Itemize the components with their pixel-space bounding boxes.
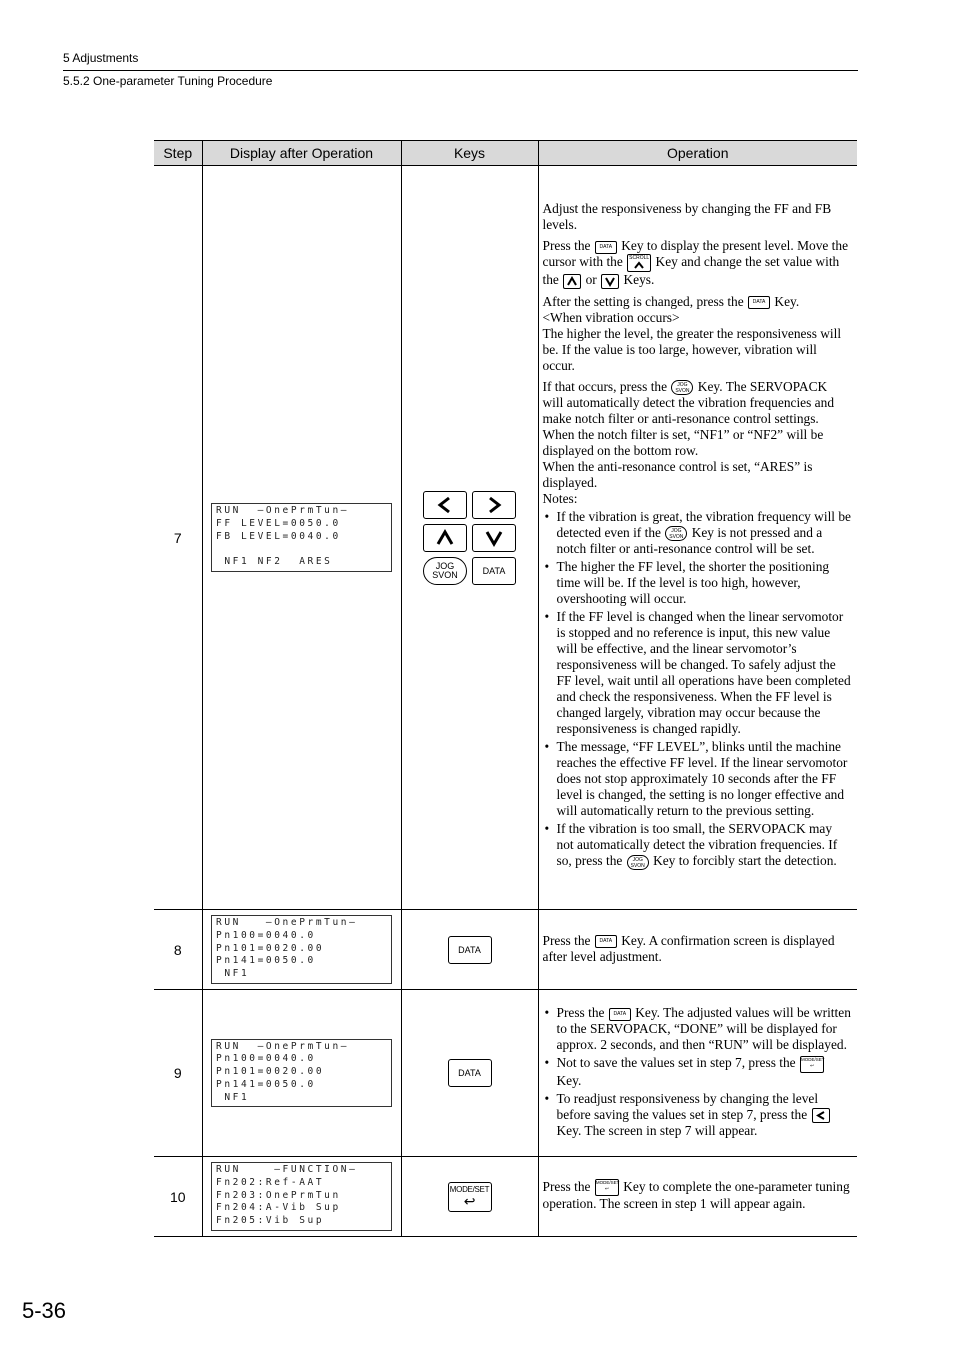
procedure-table: [154, 140, 857, 1237]
keys-cell: [401, 166, 538, 910]
step-number: 8: [154, 910, 202, 990]
col-display: Display after Operation: [202, 141, 401, 166]
lcd-display: RUN —OnePrmTun— FF LEVEL=0050.0 FB LEVEL=0040.0 NF1 NF2 ARES: [211, 503, 392, 572]
data-key-icon: DATA: [748, 296, 770, 309]
jog-svon-key-icon: JOG SVON: [665, 526, 687, 541]
data-key[interactable]: DATA: [448, 1059, 492, 1087]
scroll-key-icon: SCROLL: [627, 254, 651, 272]
jog-svon-key[interactable]: JOG SVON: [423, 557, 467, 585]
jog-svon-key-icon: JOG SVON: [627, 855, 649, 870]
list-item: • The higher the FF level, the shorter the positioning time will be. If the level is too high, however, overshooting will occur.: [543, 559, 852, 607]
section-header: 5.5.2 One-parameter Tuning Procedure: [63, 74, 273, 88]
table-row: [154, 166, 857, 910]
col-operation: Operation: [538, 141, 857, 166]
list-item: • The message, “FF LEVEL”, blinks until the machine reaches the effective FF level. If the linear servomotor does not stop approximately 10 seconds after the FF level is changed, the setting is no longer effective and will automatically return to the previous setting.: [543, 739, 852, 819]
data-key-icon: DATA: [595, 241, 617, 254]
keys-cell: [401, 990, 538, 1157]
jog-svon-key-icon: JOG SVON: [671, 380, 693, 395]
list-item: • To readjust responsiveness by changing the level before saving the values set in step 7, press the Key. The screen in step 7 will appear.: [543, 1091, 852, 1139]
table-row: [154, 990, 857, 1157]
display-cell: [202, 990, 401, 1157]
step-number: 10: [154, 1157, 202, 1237]
operation-cell: Press the DATA Key. A confirmation screen is displayed after level adjustment.: [538, 910, 857, 990]
list-item: • Press the DATA Key. The adjusted values will be written to the SERVOPACK, “DONE” will be displayed for approx. 2 seconds, and then “RUN” will be displayed.: [543, 1005, 852, 1053]
table-row: [154, 910, 857, 990]
data-key-icon: DATA: [609, 1008, 631, 1021]
header-rule: [63, 70, 858, 71]
keys-cell: [401, 1157, 538, 1237]
display-cell: [202, 910, 401, 990]
up-arrow-key[interactable]: [423, 524, 467, 552]
list-item: • If the vibration is too small, the SERVOPACK may not automatically detect the vibration frequencies. If so, press the JOG SVON Key to forcibly start the detection.: [543, 821, 852, 869]
data-key[interactable]: DATA: [472, 557, 516, 585]
right-arrow-key[interactable]: [472, 491, 516, 519]
down-arrow-key[interactable]: [472, 524, 516, 552]
operation-cell: [538, 990, 857, 1157]
left-arrow-key[interactable]: [423, 491, 467, 519]
lcd-display: RUN —FUNCTION— Fn202:Ref-AAT Fn203:OnePrmTun Fn204:A-Vib Sup Fn205:Vib Sup: [211, 1162, 392, 1231]
down-key-icon: [601, 274, 619, 289]
col-keys: Keys: [401, 141, 538, 166]
list-item: • If the vibration is great, the vibration frequency will be detected even if the JOG SVON Key is not pressed and a notch filter or anti-resonance control will be set.: [543, 509, 852, 557]
list-item: • Not to save the values set in step 7, press the MODE/SET ↩ Key.: [543, 1055, 852, 1088]
display-cell: [202, 166, 401, 910]
data-key-icon: DATA: [595, 935, 617, 948]
chapter-header: 5 Adjustments: [63, 51, 139, 65]
mode-set-key-icon: MODE/SET ↩: [595, 1179, 619, 1196]
operation-cell: Adjust the responsiveness by changing the FF and FB levels. Press the DATA Key to display the present level. Move the cursor with the SCROLL Key and change the set value with the or Keys. After the setting is changed, press the DATA Key. <When vibration occurs> The higher the level, the greater the responsiveness will be. If the value is too large, however, vibration will occur. If that occurs, press the JOG SVON Key. The SERVOPACK will automatically detect the vibration frequencies and make notch filter or anti-resonance control settings. When the notch filter is set, “NF1” or “NF2” will be displayed on the bottom row. When the anti-resonance control is set, “ARES” is displayed. Notes: • If the vibration is great, the vibration frequency will be detected even if the JOG SVON Key is not pressed and a notch filter or anti-resonance control will be set. • The higher the FF level, the shorter the positioning time will be. If the level is too high, however, overshooting will occur. • If the FF level is changed when the linear servomotor is stopped and no reference is input, this new value will be effective, and the linear servomotor’s responsiveness will be changed. To safely adjust the FF level, wait until all operations have been completed and check the responsiveness. When the FF level is changed largely, vibration may occur because the responsiveness is changed rapidly. • The message, “FF LEVEL”, blinks until the machine reaches the effective FF level. If the linear servomotor does not stop approximately 10 seconds after the FF level is changed, the setting is no longer effective and will automatically return to the previous setting. • If the vibration is too small, the SERVOPACK may not automatically detect the vibration frequencies. If so, press the JOG SVON Key to forcibly start the detection.: [538, 166, 857, 910]
col-step: Step: [154, 141, 202, 166]
display-cell: [202, 1157, 401, 1237]
lcd-display: RUN —OnePrmTun— Pn100=0040.0 Pn101=0020.00 Pn141=0050.0 NF1: [211, 1039, 392, 1108]
mode-set-key-icon: MODE/SET ↩: [800, 1056, 824, 1073]
instructions-list: [543, 1005, 852, 1139]
up-key-icon: [563, 274, 581, 289]
table-header-row: [154, 141, 857, 166]
step-number: 7: [154, 166, 202, 910]
mode-set-key[interactable]: MODE/SET ↩: [448, 1182, 492, 1212]
operation-cell: Press the MODE/SET ↩ Key to complete the one-parameter tuning operation. The screen in step 1 will appear again.: [538, 1157, 857, 1237]
step-number: 9: [154, 990, 202, 1157]
page-number: 5-36: [22, 1298, 67, 1323]
left-key-icon: [812, 1108, 830, 1123]
list-item: • If the FF level is changed when the linear servomotor is stopped and no reference is input, this new value will be effective, and the linear servomotor’s responsiveness will be changed. To safely adjust the FF level, wait until all operations have been completed and check the responsiveness. When the FF level is changed largely, vibration may occur because the responsiveness is changed rapidly.: [543, 609, 852, 737]
keys-cell: [401, 910, 538, 990]
data-key[interactable]: DATA: [448, 936, 492, 964]
lcd-display: RUN —OnePrmTun— Pn100=0040.0 Pn101=0020.00 Pn141=0050.0 NF1: [211, 915, 392, 984]
table-row: [154, 1157, 857, 1237]
notes-list: [543, 509, 852, 870]
